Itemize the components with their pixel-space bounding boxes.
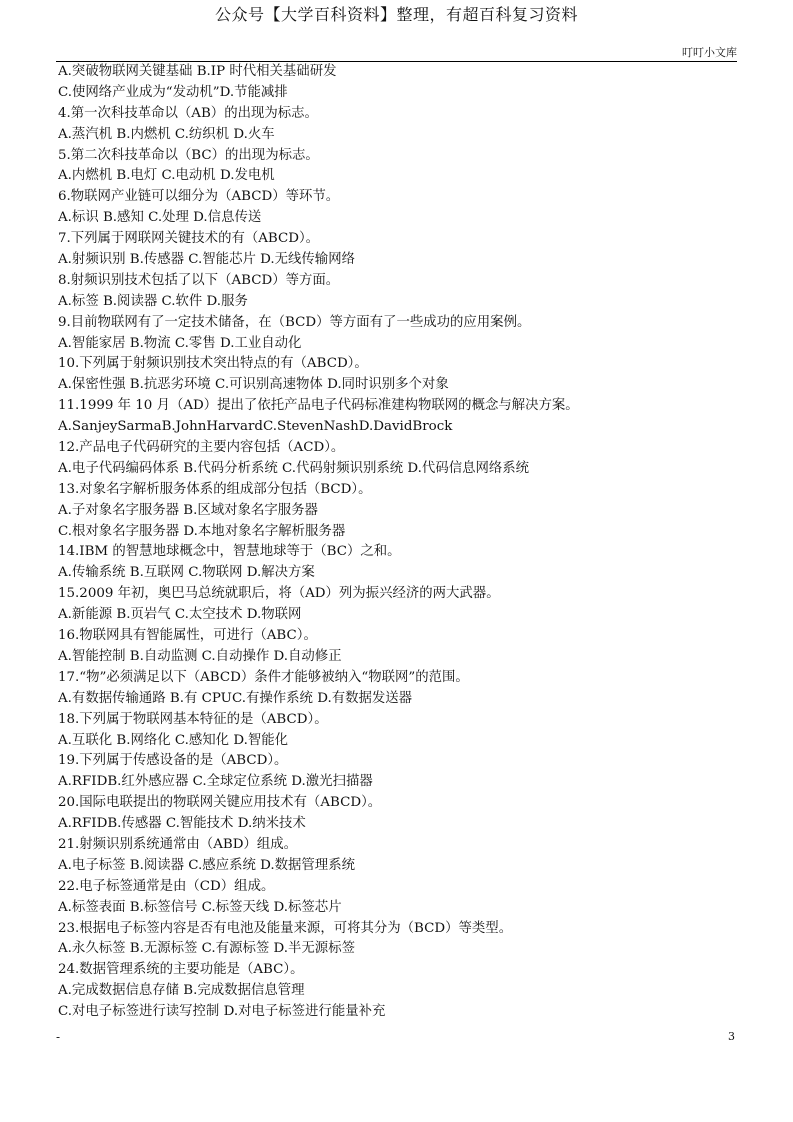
text-line: A.蒸汽机 B.内燃机 C.纺织机 D.火车 [58, 126, 275, 142]
text-line: 20.国际电联提出的物联网关键应用技术有（ABCD）。 [58, 795, 382, 811]
text-line: A.电子代码编码体系 B.代码分析系统 C.代码射频识别系统 D.代码信息网络系统 [58, 460, 530, 476]
text-line: A.新能源 B.页岩气 C.太空技术 D.物联网 [58, 607, 302, 623]
text-line: 14.IBM 的智慧地球概念中，智慧地球等于（BC）之和。 [58, 544, 401, 560]
text-line: 18.下列属于物联网基本特征的是（ABCD）。 [58, 711, 328, 727]
text-line: A.突破物联网关键基础 B.IP 时代相关基础研发 [58, 64, 337, 79]
text-line: A.智能家居 B.物流 C.零售 D.工业自动化 [58, 335, 302, 351]
text-line: 16.物联网具有智能属性，可进行（ABC）。 [58, 628, 317, 644]
text-line: 23.根据电子标签内容是否有电池及能量来源，可将其分为（BCD）等类型。 [58, 920, 513, 936]
text-line: A.永久标签 B.无源标签 C.有源标签 D.半无源标签 [58, 941, 355, 957]
text-line: A.RFIDB.传感器 C.智能技术 D.纳米技术 [58, 816, 306, 832]
text-line: A.射频识别 B.传感器 C.智能芯片 D.无线传输网络 [58, 252, 355, 268]
text-line: C.使网络产业成为“发动机”D.节能减排 [58, 84, 288, 100]
text-line: 24.数据管理系统的主要功能是（ABC）。 [58, 962, 304, 978]
text-line: A.内燃机 B.电灯 C.电动机 D.发电机 [58, 168, 275, 184]
text-line: 4.第一次科技革命以（AB）的出现为标志。 [58, 105, 318, 121]
text-line: A.RFIDB.红外感应器 C.全球定位系统 D.激光扫描器 [58, 774, 373, 790]
text-line: C.对电子标签进行读写控制 D.对电子标签进行能量补充 [58, 1004, 386, 1020]
text-line: A.电子标签 B.阅读器 C.感应系统 D.数据管理系统 [58, 857, 355, 873]
text-line: 8.射频识别技术包括了以下（ABCD）等方面。 [58, 272, 340, 288]
text-line: A.标签表面 B.标签信号 C.标签天线 D.标签芯片 [58, 899, 342, 915]
text-line: 11.1999 年 10 月（AD）提出了依托产品电子代码标准建构物联网的概念与解决方案。 [58, 398, 579, 414]
text-line: 13.对象名字解析服务体系的组成部分包括（BCD）。 [58, 481, 372, 497]
text-line: 21.射频识别系统通常由（ABD）组成。 [58, 836, 298, 852]
document-body [58, 62, 753, 1023]
text-line: 12.产品电子代码研究的主要内容包括（ACD）。 [58, 440, 345, 456]
text-line: A.传输系统 B.互联网 C.物联网 D.解决方案 [58, 565, 315, 581]
footer-dash: - [56, 1030, 61, 1044]
text-line: A.有数据传输通路 B.有 CPUC.有操作系统 D.有数据发送器 [58, 690, 413, 706]
text-line: 5.第二次科技革命以（BC）的出现为标志。 [58, 147, 319, 163]
top-banner: 公众号【大学百科资料】整理，有超百科复习资料 [214, 5, 578, 24]
text-line: 19.下列属于传感设备的是（ABCD）。 [58, 753, 288, 769]
text-line: A.标识 B.感知 C.处理 D.信息传送 [58, 210, 262, 226]
text-line: 9.目前物联网有了一定技术储备，在（BCD）等方面有了一些成功的应用案例。 [58, 314, 531, 330]
text-line: 22.电子标签通常是由（CD）组成。 [58, 878, 275, 894]
text-line: 10.下列属于射频识别技术突出特点的有（ABCD）。 [58, 356, 368, 372]
text-line: A.智能控制 B.自动监测 C.自动操作 D.自动修正 [58, 648, 342, 664]
text-line: A.SanjeySarmaB.JohnHarvardC.StevenNashD.DavidBrock [58, 419, 453, 435]
text-line: A.保密性强 B.抗恶劣环境 C.可识别高速物体 D.同时识别多个对象 [58, 377, 449, 393]
page-number: 3 [728, 1030, 735, 1043]
text-line: 17.“物”必须满足以下（ABCD）条件才能够被纳入“物联网”的范围。 [58, 669, 469, 685]
text-line: 15.2009 年初，奥巴马总统就职后，将（AD）列为振兴经济的两大武器。 [58, 586, 500, 602]
text-line: A.标签 B.阅读器 C.软件 D.服务 [58, 293, 248, 309]
text-line: A.完成数据信息存储 B.完成数据信息管理 [58, 983, 305, 999]
text-line: 7.下列属于网联网关键技术的有（ABCD）。 [58, 231, 320, 247]
header-brand: 叮叮小文库 [682, 46, 737, 59]
text-line: 6.物联网产业链可以细分为（ABCD）等环节。 [58, 189, 340, 205]
text-line: A.子对象名字服务器 B.区域对象名字服务器 [58, 502, 318, 518]
text-line: A.互联化 B.网络化 C.感知化 D.智能化 [58, 732, 289, 748]
text-line: C.根对象名字服务器 D.本地对象名字解析服务器 [58, 523, 346, 539]
